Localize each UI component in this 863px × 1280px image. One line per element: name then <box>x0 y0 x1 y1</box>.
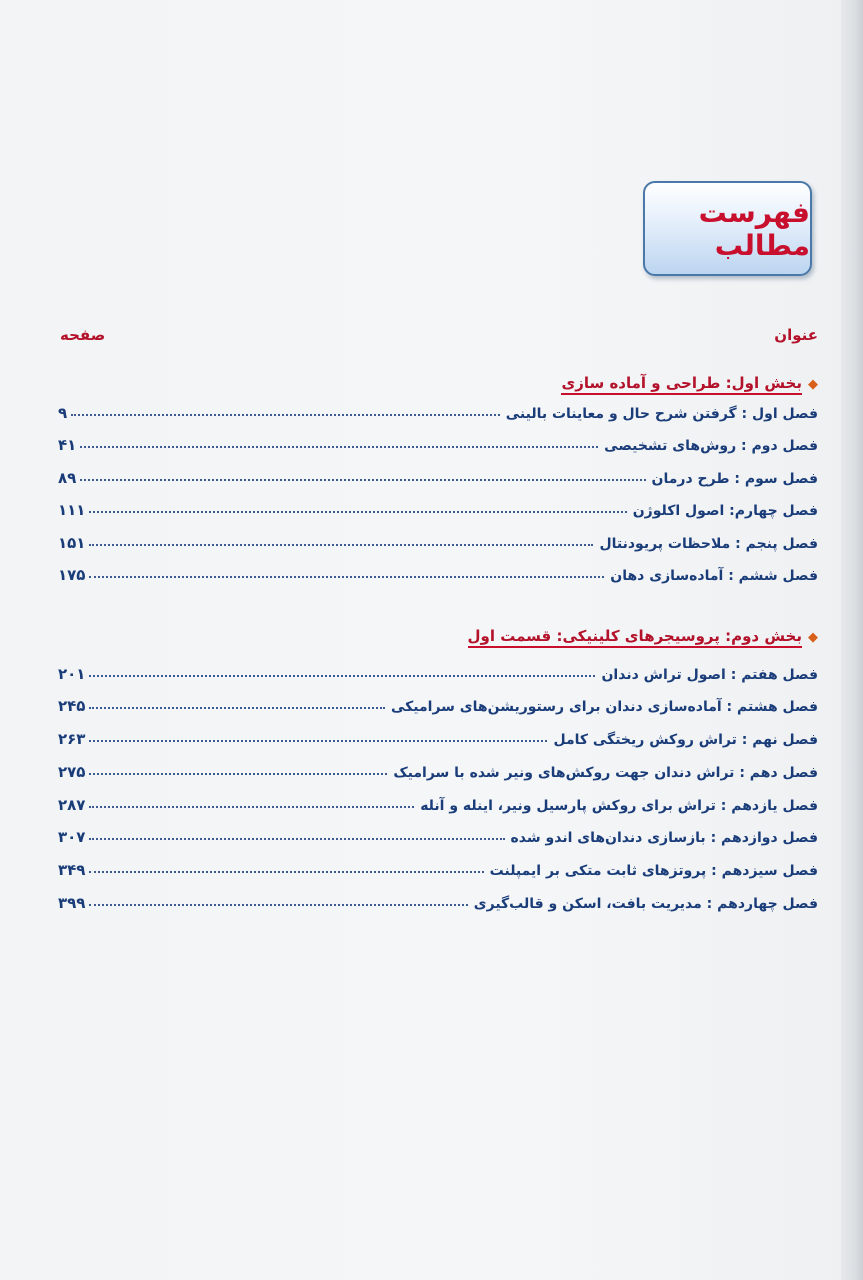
dot-leader <box>89 740 547 742</box>
chapter-title: فصل سیزدهم : پروتزهای ثابت متکی بر ایمپلنت <box>489 863 818 879</box>
chapter-page-number: ۱۷۵ <box>58 566 86 584</box>
chapter-page-number: ۹ <box>58 404 68 422</box>
dot-leader <box>80 446 598 448</box>
toc-row[interactable] <box>58 886 818 912</box>
toc-row[interactable] <box>58 493 818 519</box>
toc-row[interactable] <box>58 657 818 683</box>
toc-row[interactable] <box>58 461 818 487</box>
toc-row[interactable] <box>58 558 818 584</box>
chapter-title: فصل دوازدهم : بازسازی دندان‌های اندو شده <box>510 830 818 846</box>
toc-row[interactable] <box>58 689 818 715</box>
chapter-page-number: ۳۰۷ <box>58 828 86 846</box>
chapter-page-number: ۲۸۷ <box>58 796 86 814</box>
toc-row[interactable] <box>58 526 818 552</box>
diamond-bullet-icon: ◆ <box>808 377 818 392</box>
chapter-title: فصل پنجم : ملاحظات پریودنتال <box>599 536 818 552</box>
chapter-page-number: ۲۴۵ <box>58 697 86 715</box>
chapter-page-number: ۳۴۹ <box>58 861 86 879</box>
chapter-page-number: ۲۷۵ <box>58 763 86 781</box>
toc-title: فهرست مطالب <box>698 195 810 262</box>
toc-row[interactable] <box>58 820 818 846</box>
part-heading: ◆بخش اول: طراحی و آماده سازی <box>561 374 818 392</box>
dot-leader <box>89 871 483 873</box>
diamond-bullet-icon: ◆ <box>808 630 818 645</box>
chapter-title: فصل هفتم : اصول تراش دندان <box>601 667 818 683</box>
dot-leader <box>89 544 593 546</box>
chapter-title: فصل چهارم: اصول اکلوژن <box>632 503 818 519</box>
toc-row[interactable] <box>58 396 818 422</box>
chapter-title: فصل دوم : روش‌های تشخیصی <box>604 438 818 454</box>
column-page-header: صفحه <box>60 326 106 344</box>
toc-row[interactable] <box>58 788 818 814</box>
chapter-page-number: ۲۰۱ <box>58 665 86 683</box>
chapter-title: فصل یازدهم : تراش برای روکش پارسیل ونیر، اینله و آنله <box>420 798 818 814</box>
dot-leader <box>89 675 595 677</box>
toc-row[interactable] <box>58 428 818 454</box>
part-heading: ◆بخش دوم: پروسیجرهای کلینیکی: قسمت اول <box>468 627 818 645</box>
dot-leader <box>89 707 385 709</box>
dot-leader <box>80 479 645 481</box>
chapter-title: فصل اول : گرفتن شرح حال و معاینات بالینی <box>505 406 818 422</box>
chapter-page-number: ۳۹۹ <box>58 894 86 912</box>
chapter-title: فصل هشتم : آماده‌سازی دندان برای رستوریشن‌های سرامیکی <box>390 699 818 715</box>
dot-leader <box>71 414 500 416</box>
chapter-page-number: ۱۱۱ <box>58 501 86 519</box>
chapter-title: فصل چهاردهم : مدیریت بافت، اسکن و قالب‌گیری <box>473 896 818 912</box>
chapter-title: فصل نهم : تراش روکش ریختگی کامل <box>553 732 818 748</box>
column-title-header: عنوان <box>774 326 818 344</box>
dot-leader <box>89 773 387 775</box>
dot-leader <box>89 806 414 808</box>
toc-row[interactable] <box>58 722 818 748</box>
dot-leader <box>89 838 504 840</box>
chapter-page-number: ۲۶۳ <box>58 730 86 748</box>
dot-leader <box>89 904 467 906</box>
chapter-title: فصل دهم : تراش دندان جهت روکش‌های ونیر شده با سرامیک <box>393 765 818 781</box>
page-edge <box>841 0 863 1280</box>
chapter-title: فصل سوم : طرح درمان <box>651 471 818 487</box>
chapter-page-number: ۸۹ <box>58 469 77 487</box>
toc-title-box <box>643 181 812 276</box>
dot-leader <box>89 511 626 513</box>
chapter-page-number: ۱۵۱ <box>58 534 86 552</box>
toc-row[interactable] <box>58 755 818 781</box>
chapter-page-number: ۴۱ <box>58 436 77 454</box>
chapter-title: فصل ششم : آماده‌سازی دهان <box>610 568 818 584</box>
toc-row[interactable] <box>58 853 818 879</box>
dot-leader <box>89 576 604 578</box>
